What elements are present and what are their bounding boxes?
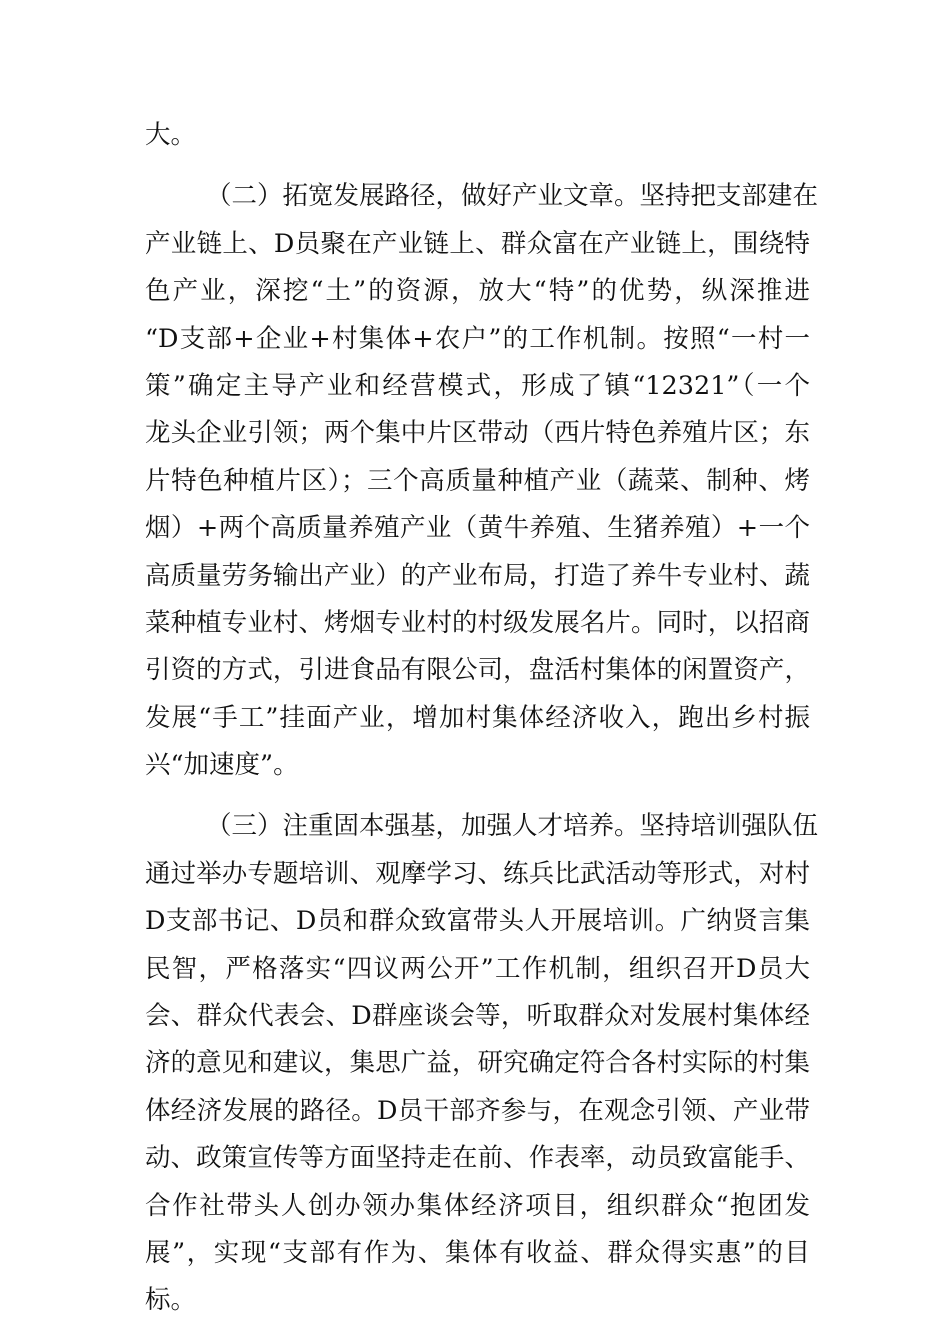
paragraph-develop-path bbox=[145, 173, 819, 789]
paragraph-heading-line: （二）拓宽发展路径，做好产业文章。坚持把支部建在 bbox=[206, 181, 819, 212]
text-line: 民智，严格落实“四议两公开”工作机制，组织召开D员大 bbox=[145, 953, 810, 984]
paragraph-talent-training bbox=[145, 803, 819, 1324]
text-line: 动、政策宣传等方面坚持走在前、作表率，动员致富能手、 bbox=[145, 1143, 810, 1174]
text-line: 高质量劳务输出产业）的产业布局，打造了养牛专业村、蔬 bbox=[145, 560, 810, 591]
text-line: 引资的方式，引进食品有限公司，盘活村集体的闲置资产， bbox=[145, 655, 810, 686]
text-line: 会、群众代表会、D群座谈会等，听取群众对发展村集体经 bbox=[145, 1001, 810, 1032]
text-line: 济的意见和建议，集思广益，研究确定符合各村实际的村集 bbox=[145, 1048, 810, 1079]
text-line: 发展“手工”挂面产业，增加村集体经济收入，跑出乡村振 bbox=[145, 702, 810, 733]
text-line: 龙头企业引领；两个集中片区带动（西片特色养殖片区；东 bbox=[145, 418, 810, 449]
text-line: “D支部+企业+村集体+农户”的工作机制。按照“一村一 bbox=[145, 323, 810, 354]
document-body bbox=[145, 112, 819, 1325]
text-line: 通过举办专题培训、观摩学习、练兵比武活动等形式，对村 bbox=[145, 858, 810, 889]
text-line: 产业链上、D员聚在产业链上、群众富在产业链上，围绕特 bbox=[145, 228, 810, 259]
paragraph-continuation bbox=[145, 112, 810, 159]
text-line: 体经济发展的路径。D员干部齐参与，在观念引领、产业带 bbox=[145, 1095, 810, 1126]
text-line: D支部书记、D员和群众致富带头人开展培训。广纳贤言集 bbox=[145, 906, 810, 937]
text-line: 片特色种植片区）；三个高质量种植产业（蔬菜、制种、烤 bbox=[145, 465, 810, 496]
text-line: 色产业，深挖“土”的资源，放大“特”的优势，纵深推进 bbox=[145, 276, 810, 307]
text-line: 标。 bbox=[145, 1285, 197, 1316]
text-line: 兴“加速度”。 bbox=[145, 750, 299, 781]
text-line: 策”确定主导产业和经营模式，形成了镇“12321”（一个 bbox=[145, 370, 810, 401]
paragraph-heading-line: （三）注重固本强基，加强人才培养。坚持培训强队伍 bbox=[206, 811, 819, 842]
text-line: 合作社带头人创办领办集体经济项目，组织群众“抱团发 bbox=[145, 1190, 810, 1221]
text-line: 菜种植专业村、烤烟专业村的村级发展名片。同时，以招商 bbox=[145, 607, 810, 638]
paragraph-gap bbox=[145, 789, 810, 803]
text-line: 展”，实现“支部有作为、集体有收益、群众得实惠”的目 bbox=[145, 1237, 810, 1268]
text-line: 大。 bbox=[145, 120, 197, 150]
paragraph-gap bbox=[145, 159, 810, 173]
text-line: 烟）+两个高质量养殖产业（黄牛养殖、生猪养殖）+一个 bbox=[145, 513, 810, 544]
